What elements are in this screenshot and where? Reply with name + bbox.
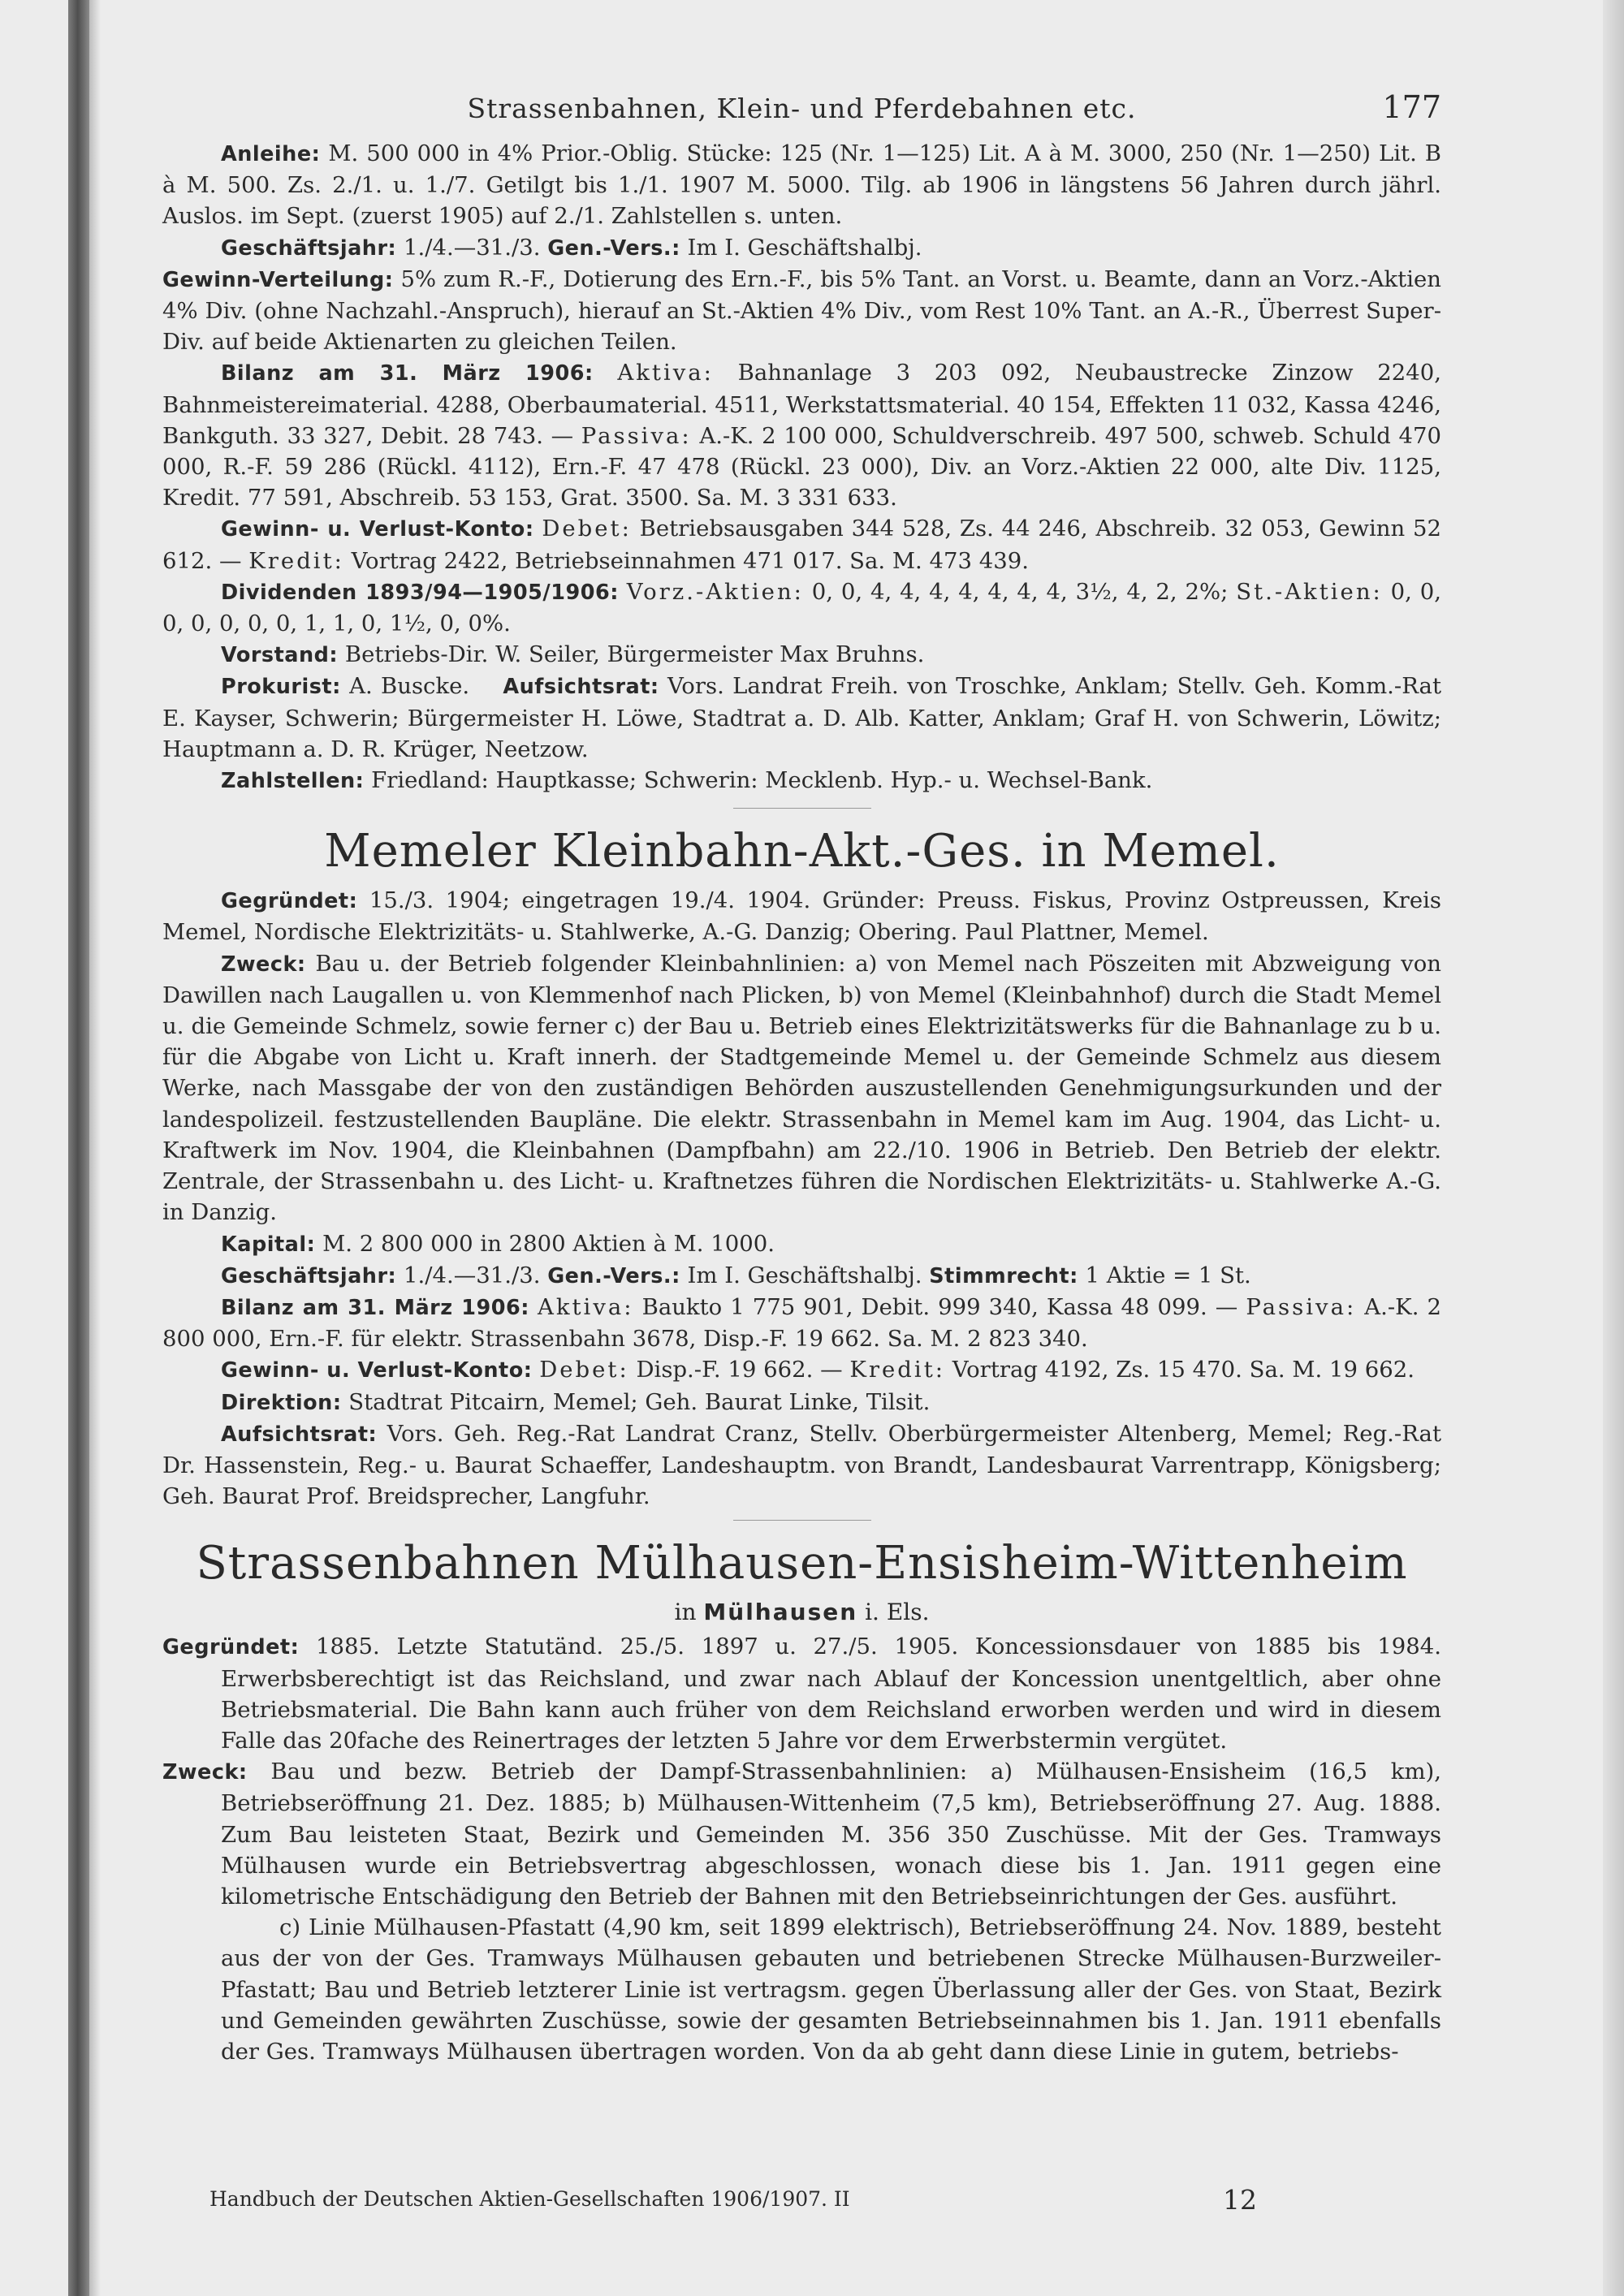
guv-paragraph: Gewinn- u. Verlust-Konto: Debet: Disp.-F. 19 662. — Kredit: Vortrag 4192, Zs. 15 470. Sa. M. 19 662. <box>221 1357 1415 1383</box>
running-header <box>162 89 1441 138</box>
dividenden-paragraph: Dividenden 1893/94—1905/1906: Vorz.-Aktien: 0, 0, 4, 4, 4, 4, 4, 4, 4, 3½, 4, 2, 2%; St.-Aktien: 0, 0, 0, 0, 0, 0, 0, 1, 1, 0, 1½, 0, 0%. <box>162 578 1441 637</box>
section-divider <box>733 1520 871 1521</box>
bilanz-paragraph: Bilanz am 31. März 1906: Aktiva: Bahnanlage 3 203 092, Neubaustrecke Zinzow 2240, Bahnmeistereimaterial. 4288, Oberbaumaterial. 4511, Werkstattsmaterial. 40 154, Effekten 11 032, Kassa 4246, Bankguth. 33 327, Debit. 28 743. — Passiva: A.-K. 2 100 000, Schuldverschreib. 497 500, schweb. Schuld 470 000, R.-F. 59 286 (Rückl. 4112), Ern.-F. 47 478 (Rückl. 23 000), Div. an Vorz.-Aktien 22 000, alte Div. 1125, Kredit. 77 591, Abschreib. 53 153, Grat. 3500. Sa. M. 3 331 633. <box>162 360 1442 511</box>
binding-edge-left <box>68 0 89 2296</box>
aufsichtsrat-paragraph: Aufsichtsrat: Vors. Geh. Reg.-Rat Landrat Cranz, Stellv. Oberbürgermeister Altenberg, Memel; Reg.-Rat Dr. Hassenstein, Reg.- u. Baurat Schaeffer, Landeshauptm. von Brandt, Landesbaurat Varrentrapp, Königsberg; Geh. Baurat Prof. Breidsprecher, Langfuhr. <box>162 1420 1441 1510</box>
zweck-c-paragraph: c) Linie Mülhausen-Pfastatt (4,90 km, seit 1899 elektrisch), Betriebseröffnung 24. Nov. 1889, besteht aus der von der Ges. Tramways Mülhausen gebauten und betriebenen Strecke Mülhausen-Burzweiler-Pfastatt; Bau und Betrieb letzterer Linie ist vertragsm. gegen Überlassung aller der Ges. von Staat, Bezirk und Gemeinden gewährten Zuschüsse, sowie der gesamten Betriebseinnahmen bis 1. Jan. 1911 ebenfalls der Ges. Tramways Mülhausen übertragen worden. Von da ab geht dann diese Linie in gutem, betriebs- <box>221 1914 1441 2065</box>
footer-signature: 12 <box>1223 2184 1257 2216</box>
zweck-paragraph: Zweck: Bau u. der Betrieb folgender Kleinbahnlinien: a) von Memel nach Pöszeiten mit Abzweigung von Dawillen nach Laugallen u. von Klemmenhof nach Plicken, b) von Memel (Kleinbahnhof) durch die Stadt Memel u. die Gemeinde Schmelz, sowie ferner c) der Bau u. Betrieb eines Elektrizitätswerks für die Bahnanlage zu b u. für die Abgabe von Licht u. Kraft innerh. der Stadtgemeinde Memel u. der Gemeinde Schmelz aus diesem Werke, nach Massgabe der von den zuständigen Behörden auszustellenden Genehmigungsurkunden und der landespolizeil. festzustellenden Baupläne. Die elektr. Strassenbahn in Memel kam im Aug. 1904, das Licht- u. Kraftwerk im Nov. 1904, die Kleinbahnen (Dampfbahn) am 22./10. 1906 in Betrieb. Den Betrieb der elektr. Zentrale, der Strassenbahn u. des Licht- u. Kraftnetzes führen die Nordischen Elektrizitäts- u. Stahlwerke A.-G. in Danzig. <box>162 950 1441 1226</box>
vorstand-paragraph: Vorstand: Betriebs-Dir. W. Seiler, Bürgermeister Max Bruhns. <box>221 641 925 668</box>
guv-paragraph: Gewinn- u. Verlust-Konto: Debet: Betriebsausgaben 344 528, Zs. 44 246, Abschreib. 32 053, Gewinn 52 612. — Kredit: Vortrag 2422, Betriebseinnahmen 471 017. Sa. M. 473 439. <box>162 516 1441 574</box>
gewinnverteilung-paragraph: Gewinn-Verteilung: 5% zum R.-F., Dotierung des Ern.-F., bis 5% Tant. an Vorst. u. Beamte, dann an Vorz.-Aktien 4% Div. (ohne Nachzahl.-Anspruch), hierauf an St.-Aktien 4% Div., vom Rest 10% Tant. an A.-R., Überrest Super-Div. auf beide Aktienarten zu gleichen Teilen. <box>162 265 1441 356</box>
kapital-paragraph: Kapital: M. 2 800 000 in 2800 Aktien à M. 1000. <box>221 1230 775 1257</box>
company-title-muelhausen: Strassenbahnen Mülhausen-Ensisheim-Wittenheim <box>196 1537 1408 1590</box>
zahlstellen-paragraph: Zahlstellen: Friedland: Hauptkasse; Schwerin: Mecklenb. Hyp.- u. Wechsel-Bank. <box>221 767 1153 794</box>
gegruendet-paragraph: Gegründet: 1885. Letzte Statutänd. 25./5. 1897 u. 27./5. 1905. Koncessionsdauer von 1885 bis 1984. Erwerbsberechtigt ist das Reichsland, und zwar nach Ablauf der Koncession unentgeltlich, aber ohne Betriebsmaterial. Die Bahn kann auch früher von dem Reichsland erworben werden und wird in diesem Falle das 20fache des Reinertrages der letzten 5 Jahre vor dem Erwerbstermin vergütet. <box>162 1634 1441 1754</box>
section-memeler-kleinbahn <box>162 885 1441 1512</box>
section-divider <box>733 808 871 809</box>
binding-shadow <box>89 0 101 2296</box>
section-muelhausen <box>162 1631 1441 2067</box>
zweck-paragraph: Zweck: Bau und bezw. Betrieb der Dampf-Strassenbahnlinien: a) Mülhausen-Ensisheim (16,5 km), Betriebseröffnung 21. Dez. 1885; b) Mülhausen-Wittenheim (7,5 km), Betriebseröffnung 27. Aug. 1888. Zum Bau leisteten Staat, Bezirk und Gemeinden M. 356 350 Zuschüsse. Mit der Ges. Tramways Mülhausen wurde ein Betriebsvertrag abgeschlossen, wonach diese bis 1. Jan. 1911 gegen eine kilometrische Entschädigung den Betrieb der Bahnen mit den Betriebseinrichtungen der Ges. ausführt. <box>162 1759 1441 1910</box>
gegruendet-paragraph: Gegründet: 15./3. 1904; eingetragen 19./4. 1904. Gründer: Preuss. Fiskus, Provinz Ostpreussen, Kreis Memel, Nordische Elektrizitäts- u. Stahlwerke, A.-G. Danzig; Obering. Paul Plattner, Memel. <box>162 887 1441 946</box>
company-subtitle: in Mülhausen i. Els. <box>674 1599 930 1626</box>
running-header-title: Strassenbahnen, Klein- und Pferdebahnen etc. <box>467 93 1137 124</box>
page-content <box>162 89 1441 2067</box>
geschaeftsjahr-paragraph: Geschäftsjahr: 1./4.—31./3. Gen.-Vers.: Im I. Geschäftshalbj. <box>221 234 922 261</box>
company-title-memel: Memeler Kleinbahn-Akt.-Ges. in Memel. <box>324 825 1280 878</box>
footer-source: Handbuch der Deutschen Aktien-Gesellschaften 1906/1907. II <box>209 2187 850 2211</box>
prokurist-paragraph: Prokurist: A. Buscke. Aufsichtsrat: Vors. Landrat Freih. von Troschke, Anklam; Stellv. Geh. Komm.-Rat E. Kayser, Schwerin; Bürgermeister H. Löwe, Stadtrat a. D. Alb. Katter, Anklam; Graf H. von Schwerin, Löwitz; Hauptmann a. D. R. Krüger, Neetzow. <box>162 673 1441 762</box>
page-edge-right <box>1603 0 1624 2296</box>
geschaeftsjahr-paragraph: Geschäftsjahr: 1./4.—31./3. Gen.-Vers.: Im I. Geschäftshalbj. Stimmrecht: 1 Aktie = 1 St. <box>221 1262 1251 1288</box>
bilanz-paragraph: Bilanz am 31. März 1906: Aktiva: Baukto 1 775 901, Debit. 999 340, Kassa 48 099. — Passiva: A.-K. 2 800 000, Ern.-F. für elektr. Strassenbahn 3678, Disp.-F. 19 662. Sa. M. 2 823 340. <box>162 1293 1441 1353</box>
section-company-continued <box>162 138 1441 796</box>
page-number: 177 <box>1382 89 1441 125</box>
anleihe-paragraph: Anleihe: M. 500 000 in 4% Prior.-Oblig. Stücke: 125 (Nr. 1—125) Lit. A à M. 3000, 250 (Nr. 1—250) Lit. B à M. 500. Zs. 2./1. u. 1./7. Getilgt bis 1./1. 1907 M. 5000. Tilg. ab 1906 in längstens 56 Jahren durch jährl. Auslos. im Sept. (zuerst 1905) auf 2./1. Zahlstellen s. unten. <box>162 140 1442 230</box>
direktion-paragraph: Direktion: Stadtrat Pitcairn, Memel; Geh. Baurat Linke, Tilsit. <box>221 1388 931 1415</box>
